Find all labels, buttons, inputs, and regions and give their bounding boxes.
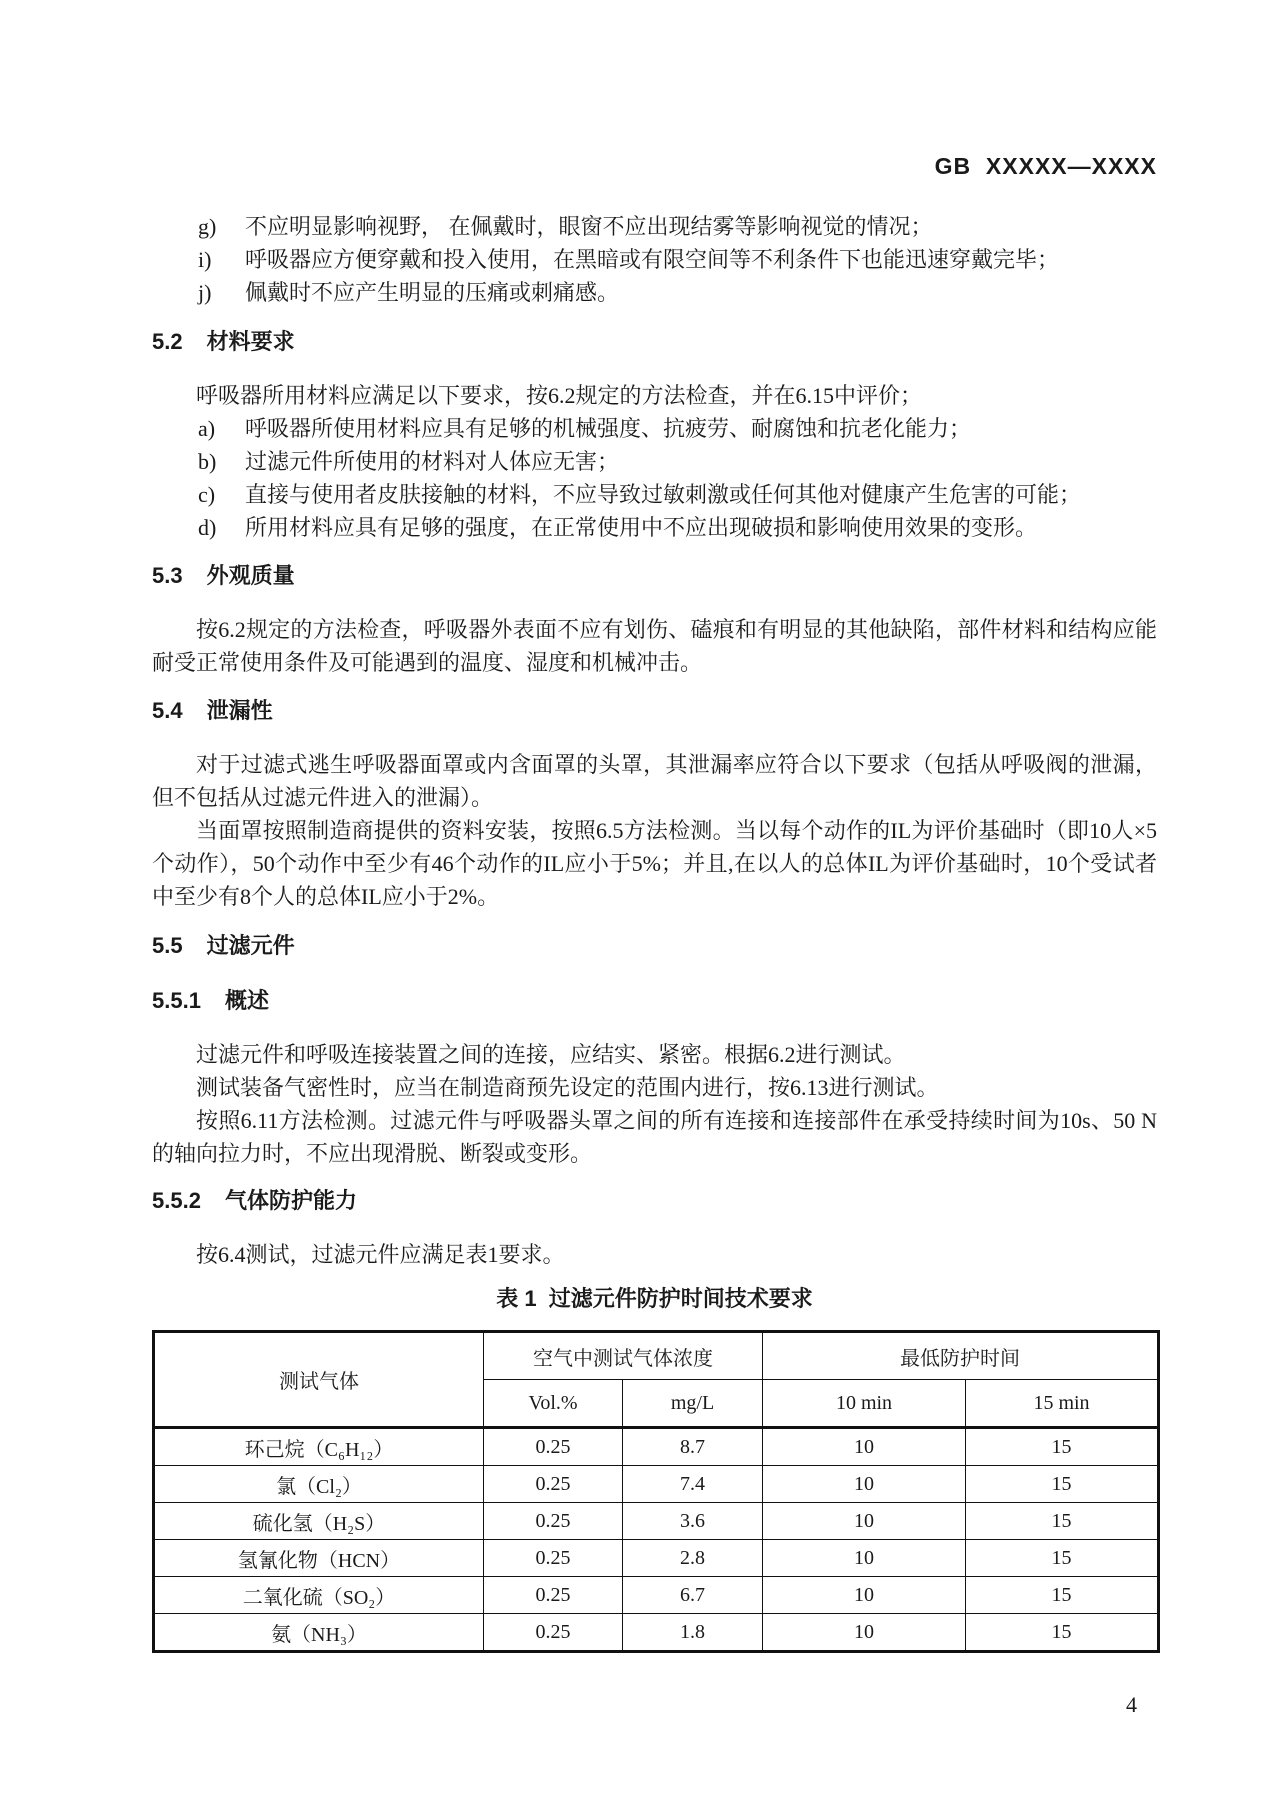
list-item-label: i) (198, 247, 212, 272)
header-cell-min-time: 最低防护时间 (763, 1332, 1159, 1380)
list-item-label: j) (198, 280, 212, 305)
cell-mgl: 2.8 (623, 1540, 763, 1577)
cell-mgl: 8.7 (623, 1428, 763, 1466)
list-item-text: 过滤元件所使用的材料对人体应无害； (245, 449, 620, 474)
header-cell-concentration: 空气中测试气体浓度 (484, 1332, 763, 1380)
standard-number-header: GB XXXXX—XXXX (934, 153, 1157, 179)
cell-15min: 15 (966, 1428, 1159, 1466)
section-title: 材料要求 (206, 329, 295, 354)
list-item-label: d) (198, 515, 217, 540)
section-heading-5-3 (152, 563, 1157, 588)
table-wrapper (152, 1330, 1157, 1653)
cell-mgl: 7.4 (623, 1466, 763, 1503)
header-cell-vol: Vol.% (484, 1380, 623, 1428)
cell-15min: 15 (966, 1466, 1159, 1503)
section-number: 5.4 (152, 698, 183, 723)
cell-vol: 0.25 (484, 1466, 623, 1503)
table-header (154, 1332, 1159, 1428)
list-item (152, 445, 1157, 478)
section-title: 概述 (224, 988, 269, 1013)
list-item-text: 直接与使用者皮肤接触的材料，不应导致过敏刺激或任何其他对健康产生危害的可能； (245, 482, 1082, 507)
section-title: 气体防护能力 (224, 1188, 357, 1213)
cell-vol: 0.25 (484, 1428, 623, 1466)
list-item (152, 511, 1157, 544)
table-row (154, 1614, 1159, 1652)
cell-gas: 环己烷（C₆H₁₂） (154, 1428, 484, 1466)
cell-gas: 硫化氢（H₂S） (154, 1503, 484, 1540)
cell-15min: 15 (966, 1540, 1159, 1577)
list-item-text: 佩戴时不应产生明显的压痛或刺痛感。 (245, 280, 620, 305)
section-heading-5-5-1 (152, 988, 1157, 1013)
cell-mgl: 3.6 (623, 1503, 763, 1540)
list-item-text: 呼吸器所使用材料应具有足够的机械强度、抗疲劳、耐腐蚀和抗老化能力； (245, 416, 972, 441)
cell-gas: 氢氰化物（HCN） (154, 1540, 484, 1577)
list-item (152, 243, 1157, 276)
section-title: 过滤元件 (206, 933, 295, 958)
clause-list-ad (152, 412, 1157, 544)
section-5-5-2-body (152, 1238, 1157, 1271)
paragraph: 按6.4测试，过滤元件应满足表1要求。 (196, 1242, 565, 1267)
paragraph: 测试装备气密性时，应当在制造商预先设定的范围内进行，按6.13进行测试。 (196, 1075, 939, 1100)
list-item (152, 478, 1157, 511)
list-item-label: c) (198, 482, 216, 507)
table-row (154, 1503, 1159, 1540)
list-item-label: b) (198, 449, 217, 474)
cell-10min: 10 (763, 1614, 966, 1652)
cell-vol: 0.25 (484, 1503, 623, 1540)
cell-10min: 10 (763, 1540, 966, 1577)
section-number: 5.5 (152, 933, 183, 958)
list-item-text: 不应明显影响视野， 在佩戴时，眼窗不应出现结雾等影响视觉的情况； (245, 214, 933, 239)
section-number: 5.2 (152, 329, 183, 354)
cell-10min: 10 (763, 1428, 966, 1466)
section-title: 外观质量 (206, 563, 295, 588)
paragraph: 过滤元件和呼吸连接装置之间的连接，应结实、紧密。根据6.2进行测试。 (196, 1042, 906, 1067)
header-cell-10min: 10 min (763, 1380, 966, 1428)
section-number: 5.5.2 (152, 1188, 201, 1213)
table-body (154, 1428, 1159, 1652)
cell-15min: 15 (966, 1577, 1159, 1614)
section-5-3-body (152, 613, 1157, 679)
section-heading-5-4 (152, 698, 1157, 723)
section-5-4-body (152, 748, 1157, 913)
paragraph: 按照6.11方法检测。过滤元件与呼吸器头罩之间的所有连接和连接部件在承受持续时间为10s、50 N的轴向拉力时，不应出现滑脱、断裂或变形。 (152, 1108, 1157, 1166)
list-item-text: 呼吸器应方便穿戴和投入使用，在黑暗或有限空间等不利条件下也能迅速穿戴完毕； (245, 247, 1060, 272)
table-row (154, 1540, 1159, 1577)
cell-mgl: 6.7 (623, 1577, 763, 1614)
paragraph: 呼吸器所用材料应满足以下要求，按6.2规定的方法检查，并在6.15中评价； (196, 383, 923, 408)
list-item-label: g) (198, 214, 217, 239)
section-5-2-body (152, 379, 1157, 544)
table-row (154, 1577, 1159, 1614)
table-header-row (154, 1332, 1159, 1380)
section-number: 5.3 (152, 563, 183, 588)
list-item (152, 210, 1157, 243)
paragraph: 对于过滤式逃生呼吸器面罩或内含面罩的头罩，其泄漏率应符合以下要求（包括从呼吸阀的泄漏，但不包括从过滤元件进入的泄漏）。 (152, 752, 1157, 810)
protection-time-table (152, 1330, 1160, 1653)
cell-gas: 二氧化硫（SO₂） (154, 1577, 484, 1614)
header-cell-mgl: mg/L (623, 1380, 763, 1428)
header-cell-gas: 测试气体 (154, 1332, 484, 1428)
section-heading-5-5 (152, 933, 1157, 958)
list-item (152, 276, 1157, 309)
section-number: 5.5.1 (152, 988, 201, 1013)
cell-vol: 0.25 (484, 1540, 623, 1577)
cell-10min: 10 (763, 1466, 966, 1503)
cell-mgl: 1.8 (623, 1614, 763, 1652)
cell-vol: 0.25 (484, 1577, 623, 1614)
header-cell-15min: 15 min (966, 1380, 1159, 1428)
cell-10min: 10 (763, 1503, 966, 1540)
cell-gas: 氨（NH₃） (154, 1614, 484, 1652)
table-row (154, 1428, 1159, 1466)
list-item-text: 所用材料应具有足够的强度，在正常使用中不应出现破损和影响使用效果的变形。 (245, 515, 1038, 540)
table-row (154, 1466, 1159, 1503)
clause-list-gij (152, 210, 1157, 309)
cell-10min: 10 (763, 1577, 966, 1614)
section-title: 泄漏性 (206, 698, 273, 723)
paragraph: 按6.2规定的方法检查，呼吸器外表面不应有划伤、磕痕和有明显的其他缺陷，部件材料和结构应能耐受正常使用条件及可能遇到的温度、湿度和机械冲击。 (152, 617, 1157, 675)
section-heading-5-2 (152, 329, 1157, 354)
cell-vol: 0.25 (484, 1614, 623, 1652)
cell-15min: 15 (966, 1614, 1159, 1652)
cell-15min: 15 (966, 1503, 1159, 1540)
section-heading-5-5-2 (152, 1188, 1157, 1213)
cell-gas: 氯（Cl₂） (154, 1466, 484, 1503)
section-5-5-1-body (152, 1038, 1157, 1170)
list-item-label: a) (198, 416, 216, 441)
paragraph: 当面罩按照制造商提供的资料安装，按照6.5方法检测。当以每个动作的IL为评价基础时（即10人×5个动作），50个动作中至少有46个动作的IL应小于5%；并且,在以人的总体IL为评价基础时，10个受试者中至少有8个人的总体IL应小于2%。 (152, 818, 1157, 909)
table-caption: 表 1 过滤元件防护时间技术要求 (496, 1286, 813, 1311)
list-item (152, 412, 1157, 445)
page-number: 4 (1126, 1692, 1137, 1717)
